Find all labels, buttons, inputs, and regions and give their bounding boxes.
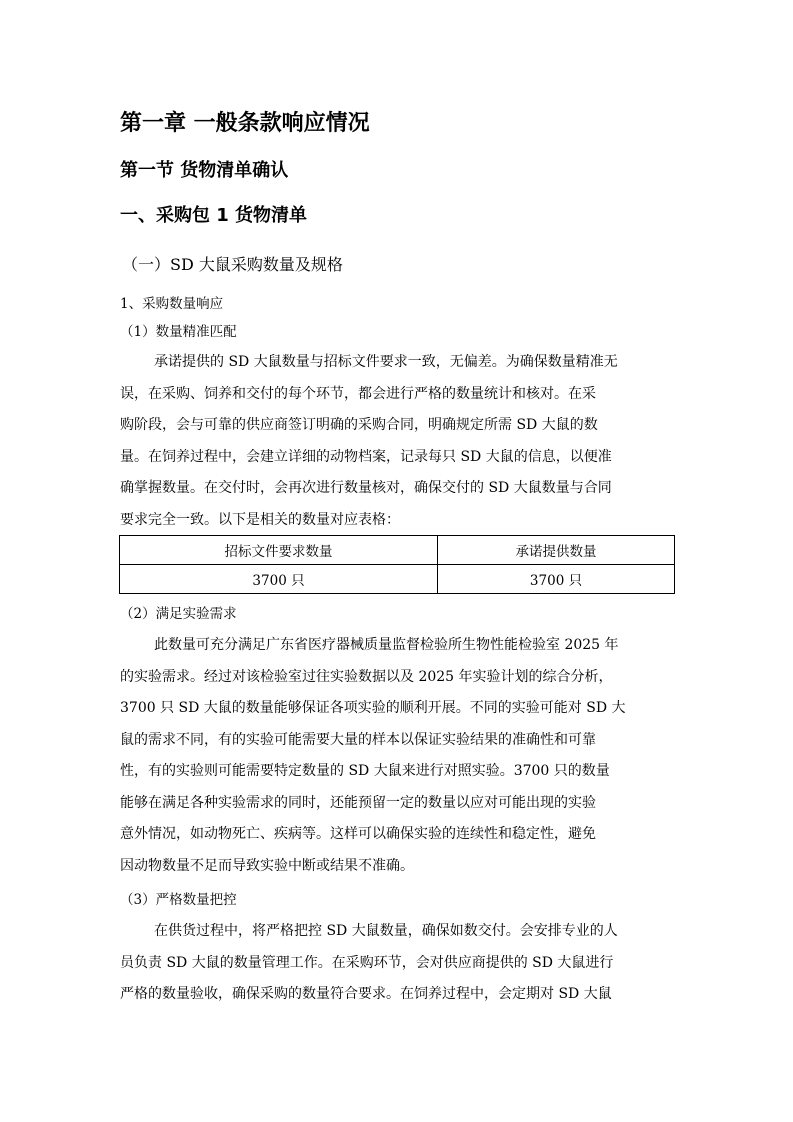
- table-header-cell: 承诺提供数量: [438, 536, 675, 565]
- chapter-title: 第一章 一般条款响应情况: [120, 111, 370, 136]
- paragraph-line: 量。在饲养过程中，会建立详细的动物档案，记录每只 SD 大鼠的信息，以便准: [120, 448, 612, 465]
- paragraph-line: 鼠的需求不同，有的实验可能需要大量的样本以保证实验结果的准确性和可靠: [120, 731, 596, 748]
- paragraph-line: 3700 只 SD 大鼠的数量能够保证各项实验的顺利开展。不同的实验可能对 SD 大: [120, 700, 626, 716]
- item-title: （一）SD 大鼠采购数量及规格: [122, 255, 343, 274]
- subsection-title: 一、采购包 1 货物清单: [120, 205, 308, 226]
- paragraph-strict-control: [120, 916, 676, 1011]
- table-row: [120, 565, 675, 594]
- paragraph-line: 误，在采购、饲养和交付的每个环节，都会进行严格的数量统计和核对。在采: [120, 385, 596, 402]
- section-title: 第一节 货物清单确认: [120, 160, 289, 181]
- quantity-table: [119, 535, 675, 594]
- paragraph-line: 能够在满足各种实验需求的同时，还能预留一定的数量以应对可能出现的实验: [120, 794, 596, 811]
- paragraph-line: 员负责 SD 大鼠的数量管理工作。在采购环节，会对供应商提供的 SD 大鼠进行: [120, 954, 614, 971]
- paragraph-line: 承诺提供的 SD 大鼠数量与招标文件要求一致，无偏差。为确保数量精准无: [154, 354, 618, 370]
- paragraph-experiment-needs: [120, 630, 676, 882]
- paragraph-line: 性，有的实验则可能需要特定数量的 SD 大鼠来进行对照实验。3700 只的数量: [120, 763, 610, 779]
- paragraph-line: 因动物数量不足而导致实验中断或结果不准确。: [120, 857, 414, 874]
- subpoint-label-3: （3）严格数量把控: [120, 892, 237, 908]
- subpoint-label-1: （1）数量精准匹配: [120, 324, 237, 340]
- table-cell: 3700 只: [120, 565, 438, 594]
- point-title: 1、采购数量响应: [120, 296, 224, 312]
- paragraph-line: 的实验需求。经过对该检验室过往实验数据以及 2025 年实验计划的综合分析，: [120, 668, 613, 685]
- table-header-row: [120, 536, 675, 565]
- table-cell: 3700 只: [438, 565, 675, 594]
- paragraph-line: 严格的数量验收，确保采购的数量符合要求。在饲养过程中，会定期对 SD 大鼠: [120, 986, 612, 1002]
- paragraph-line: 此数量可充分满足广东省医疗器械质量监督检验所生物性能检验室 2025 年: [154, 637, 619, 653]
- paragraph-line: 意外情况，如动物死亡、疾病等。这样可以确保实验的连续性和稳定性，避免: [120, 826, 596, 842]
- paragraph-line: 购阶段，会与可靠的供应商签订明确的采购合同，明确规定所需 SD 大鼠的数: [120, 417, 598, 433]
- paragraph-line: 要求完全一致。以下是相关的数量对应表格：: [120, 511, 400, 528]
- table-header-cell: 招标文件要求数量: [120, 536, 438, 565]
- subpoint-label-2: （2）满足实验需求: [120, 606, 237, 622]
- paragraph-line: 在供货过程中，将严格把控 SD 大鼠数量，确保如数交付。会安排专业的人: [154, 923, 618, 939]
- paragraph-line: 确掌握数量。在交付时，会再次进行数量核对，确保交付的 SD 大鼠数量与合同: [120, 480, 612, 496]
- paragraph-quantity-match: [120, 347, 676, 536]
